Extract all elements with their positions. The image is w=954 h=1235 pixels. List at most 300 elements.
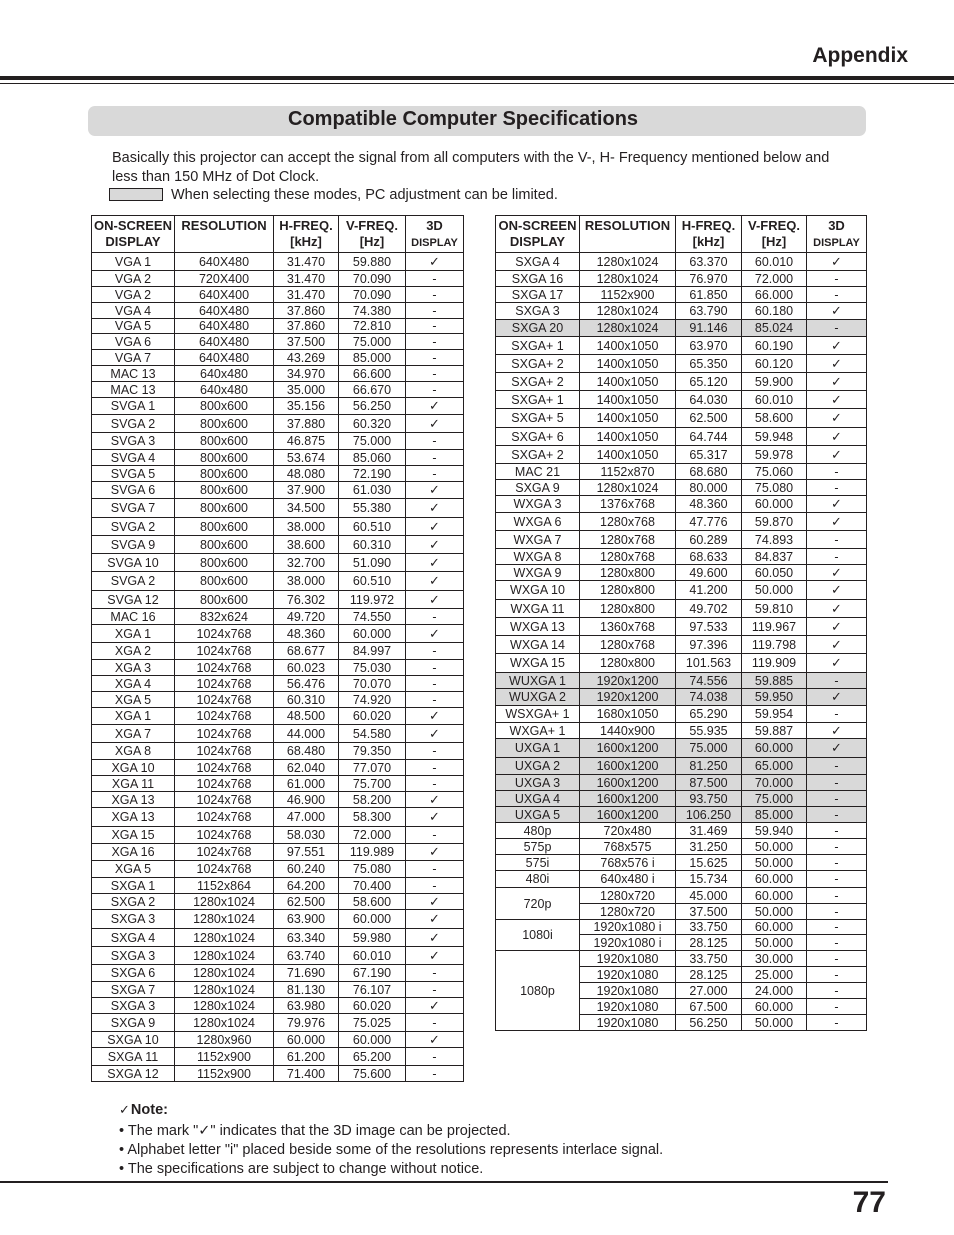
cell-resolution: 1400x1050 bbox=[580, 446, 676, 464]
cell-vfreq: 60.120 bbox=[742, 355, 807, 373]
cell-display: SVGA 7 bbox=[92, 499, 175, 518]
cell-resolution: 800x600 bbox=[175, 591, 274, 609]
cell-resolution: 640X480 bbox=[175, 303, 274, 319]
cell-vfreq: 60.510 bbox=[339, 518, 406, 536]
cell-3d: - bbox=[807, 271, 867, 287]
cell-display: VGA 6 bbox=[92, 334, 175, 350]
cell-hfreq: 58.030 bbox=[274, 827, 339, 844]
table-row bbox=[92, 878, 464, 894]
table-row bbox=[496, 287, 867, 303]
header-rule-thick bbox=[0, 76, 954, 80]
table-row bbox=[92, 725, 464, 743]
cell-3d: ✓ bbox=[406, 792, 464, 808]
table-row bbox=[496, 654, 867, 673]
table-row bbox=[496, 636, 867, 654]
cell-resolution: 1024x768 bbox=[175, 792, 274, 808]
cell-3d: - bbox=[807, 287, 867, 303]
table-row bbox=[92, 1032, 464, 1048]
col-header-vfreq: V-FREQ. [Hz] bbox=[742, 216, 807, 253]
cell-hfreq: 64.030 bbox=[676, 391, 742, 409]
page-title: Compatible Computer Specifications bbox=[288, 108, 639, 130]
cell-vfreq: 75.000 bbox=[339, 433, 406, 450]
cell-resolution: 800x600 bbox=[175, 398, 274, 415]
note-heading: ✓Note: bbox=[119, 1102, 168, 1118]
cell-resolution: 1400x1050 bbox=[580, 409, 676, 428]
cell-resolution: 1152x900 bbox=[175, 1048, 274, 1066]
table-row bbox=[496, 689, 867, 706]
cell-display: SXGA+ 2 bbox=[496, 355, 580, 373]
cell-display: WXGA+ 1 bbox=[496, 723, 580, 739]
cell-3d: - bbox=[807, 673, 867, 689]
cell-vfreq: 77.070 bbox=[339, 760, 406, 776]
cell-hfreq: 60.240 bbox=[274, 861, 339, 878]
cell-3d: ✓ bbox=[406, 910, 464, 929]
cell-resolution: 832x624 bbox=[175, 609, 274, 625]
cell-3d: ✓ bbox=[406, 591, 464, 609]
cell-resolution: 720x480 bbox=[580, 823, 676, 839]
cell-resolution: 1280x1024 bbox=[580, 303, 676, 320]
cell-display: SXGA 17 bbox=[496, 287, 580, 303]
cell-display: MAC 13 bbox=[92, 382, 175, 398]
cell-vfreq: 74.893 bbox=[742, 531, 807, 549]
cell-vfreq: 75.080 bbox=[339, 861, 406, 878]
cell-display: SXGA 16 bbox=[496, 271, 580, 287]
cell-display: SXGA 20 bbox=[496, 320, 580, 337]
cell-resolution: 1280x720 bbox=[580, 904, 676, 920]
cell-3d: - bbox=[406, 433, 464, 450]
cell-3d: ✓ bbox=[406, 625, 464, 643]
cell-3d: ✓ bbox=[406, 894, 464, 910]
cell-vfreq: 50.000 bbox=[742, 935, 807, 951]
table-row bbox=[496, 303, 867, 320]
cell-display: SXGA+ 2 bbox=[496, 373, 580, 391]
cell-3d: ✓ bbox=[807, 565, 867, 581]
cell-vfreq: 72.810 bbox=[339, 319, 406, 334]
cell-hfreq: 74.038 bbox=[676, 689, 742, 706]
cell-display: WXGA 9 bbox=[496, 565, 580, 581]
cell-3d: ✓ bbox=[807, 513, 867, 531]
cell-resolution: 1280x1024 bbox=[175, 929, 274, 947]
cell-vfreq: 59.880 bbox=[339, 253, 406, 271]
cell-3d: - bbox=[406, 692, 464, 708]
cell-resolution: 1024x768 bbox=[175, 725, 274, 743]
cell-display: SXGA+ 5 bbox=[496, 409, 580, 428]
cell-3d: - bbox=[807, 888, 867, 904]
cell-vfreq: 60.020 bbox=[339, 708, 406, 725]
cell-3d: - bbox=[406, 878, 464, 894]
table-row bbox=[496, 253, 867, 271]
cell-display: XGA 15 bbox=[92, 827, 175, 844]
cell-resolution: 800x600 bbox=[175, 450, 274, 466]
cell-3d: - bbox=[807, 951, 867, 967]
spec-table-right bbox=[495, 215, 867, 1031]
cell-hfreq: 31.470 bbox=[274, 253, 339, 271]
cell-hfreq: 60.000 bbox=[274, 1032, 339, 1048]
cell-hfreq: 65.290 bbox=[676, 706, 742, 723]
cell-vfreq: 59.810 bbox=[742, 600, 807, 618]
cell-hfreq: 38.000 bbox=[274, 518, 339, 536]
cell-hfreq: 67.500 bbox=[676, 999, 742, 1015]
cell-resolution: 1024x768 bbox=[175, 625, 274, 643]
table-row bbox=[496, 355, 867, 373]
table-row bbox=[92, 499, 464, 518]
table-row bbox=[496, 373, 867, 391]
cell-vfreq: 119.967 bbox=[742, 618, 807, 636]
table-row bbox=[92, 398, 464, 415]
table-row bbox=[496, 549, 867, 565]
cell-3d: - bbox=[406, 1014, 464, 1032]
cell-resolution: 1920x1200 bbox=[580, 689, 676, 706]
cell-vfreq: 50.000 bbox=[742, 839, 807, 855]
cell-resolution: 1360x768 bbox=[580, 618, 676, 636]
cell-hfreq: 62.500 bbox=[676, 409, 742, 428]
cell-display: 575p bbox=[496, 839, 580, 855]
cell-display: XGA 13 bbox=[92, 808, 175, 827]
table-row bbox=[496, 391, 867, 409]
cell-resolution: 800x600 bbox=[175, 466, 274, 482]
cell-display: WSXGA+ 1 bbox=[496, 706, 580, 723]
cell-hfreq: 68.677 bbox=[274, 643, 339, 660]
cell-vfreq: 76.107 bbox=[339, 982, 406, 998]
cell-resolution: 1280x800 bbox=[580, 654, 676, 673]
cell-3d: ✓ bbox=[807, 409, 867, 428]
cell-3d: - bbox=[406, 743, 464, 760]
cell-vfreq: 61.030 bbox=[339, 482, 406, 499]
cell-hfreq: 97.551 bbox=[274, 844, 339, 861]
cell-hfreq: 63.980 bbox=[274, 998, 339, 1014]
notes-section bbox=[119, 1100, 663, 1179]
table-row bbox=[92, 319, 464, 334]
intro-paragraph: Basically this projector can accept the signal from all computers with the V-, H- Frequency mentioned below and less than 150 MHz of Dot Clock. bbox=[112, 150, 830, 185]
cell-hfreq: 65.120 bbox=[676, 373, 742, 391]
table-row bbox=[496, 480, 867, 496]
cell-resolution: 1280x1024 bbox=[175, 1014, 274, 1032]
cell-resolution: 1600x1200 bbox=[580, 807, 676, 823]
cell-3d: - bbox=[807, 999, 867, 1015]
col-header-display: ON-SCREEN DISPLAY bbox=[496, 216, 580, 253]
cell-3d: - bbox=[406, 334, 464, 350]
cell-3d: ✓ bbox=[406, 398, 464, 415]
table-row bbox=[92, 572, 464, 591]
cell-vfreq: 54.580 bbox=[339, 725, 406, 743]
cell-vfreq: 67.190 bbox=[339, 965, 406, 982]
cell-hfreq: 87.500 bbox=[676, 775, 742, 791]
cell-hfreq: 106.250 bbox=[676, 807, 742, 823]
cell-3d: ✓ bbox=[406, 929, 464, 947]
cell-display: XGA 3 bbox=[92, 660, 175, 676]
cell-3d: - bbox=[807, 855, 867, 871]
col-header-3d: 3D DISPLAY bbox=[406, 216, 464, 253]
cell-display: 1080p bbox=[496, 951, 580, 1031]
cell-3d: - bbox=[406, 466, 464, 482]
table-row bbox=[92, 350, 464, 366]
cell-resolution: 1400x1050 bbox=[580, 391, 676, 409]
cell-3d: - bbox=[807, 791, 867, 807]
cell-display: SXGA 11 bbox=[92, 1048, 175, 1066]
cell-3d: - bbox=[807, 807, 867, 823]
cell-resolution: 800x600 bbox=[175, 554, 274, 572]
cell-3d: ✓ bbox=[406, 708, 464, 725]
table-row bbox=[92, 743, 464, 760]
cell-resolution: 1280x1024 bbox=[175, 910, 274, 929]
cell-hfreq: 65.317 bbox=[676, 446, 742, 464]
table-row bbox=[496, 320, 867, 337]
cell-3d: ✓ bbox=[406, 1032, 464, 1048]
cell-hfreq: 60.289 bbox=[676, 531, 742, 549]
cell-hfreq: 62.040 bbox=[274, 760, 339, 776]
table-row bbox=[92, 776, 464, 792]
cell-3d: - bbox=[406, 660, 464, 676]
cell-vfreq: 60.000 bbox=[339, 910, 406, 929]
cell-vfreq: 59.870 bbox=[742, 513, 807, 531]
cell-vfreq: 70.000 bbox=[742, 775, 807, 791]
cell-hfreq: 56.476 bbox=[274, 676, 339, 692]
cell-vfreq: 59.940 bbox=[742, 823, 807, 839]
cell-3d: - bbox=[807, 1015, 867, 1031]
legend bbox=[109, 186, 558, 204]
cell-hfreq: 74.556 bbox=[676, 673, 742, 689]
cell-resolution: 1400x1050 bbox=[580, 373, 676, 391]
cell-3d: ✓ bbox=[406, 808, 464, 827]
cell-resolution: 1024x768 bbox=[175, 776, 274, 792]
cell-vfreq: 85.024 bbox=[742, 320, 807, 337]
cell-3d: - bbox=[406, 319, 464, 334]
table-row bbox=[92, 382, 464, 398]
cell-3d: ✓ bbox=[807, 373, 867, 391]
cell-resolution: 800x600 bbox=[175, 433, 274, 450]
cell-vfreq: 25.000 bbox=[742, 967, 807, 983]
cell-display: WUXGA 2 bbox=[496, 689, 580, 706]
cell-vfreq: 66.600 bbox=[339, 366, 406, 382]
cell-hfreq: 68.633 bbox=[676, 549, 742, 565]
cell-vfreq: 50.000 bbox=[742, 904, 807, 920]
cell-display: UXGA 1 bbox=[496, 739, 580, 758]
cell-vfreq: 60.000 bbox=[742, 920, 807, 935]
cell-hfreq: 97.396 bbox=[676, 636, 742, 654]
cell-vfreq: 59.980 bbox=[339, 929, 406, 947]
table-row bbox=[496, 739, 867, 758]
cell-3d: - bbox=[807, 706, 867, 723]
cell-resolution: 800x600 bbox=[175, 482, 274, 499]
note-item: • Alphabet letter "i" placed beside some of the resolutions represents interlace signal. bbox=[119, 1142, 664, 1158]
cell-hfreq: 62.500 bbox=[274, 894, 339, 910]
cell-vfreq: 66.670 bbox=[339, 382, 406, 398]
cell-vfreq: 60.000 bbox=[742, 739, 807, 758]
cell-resolution: 1280x1024 bbox=[580, 320, 676, 337]
cell-display: WXGA 10 bbox=[496, 581, 580, 600]
cell-hfreq: 34.500 bbox=[274, 499, 339, 518]
cell-resolution: 1920x1080 bbox=[580, 1015, 676, 1031]
col-header-vfreq: V-FREQ. [Hz] bbox=[339, 216, 406, 253]
cell-vfreq: 59.948 bbox=[742, 428, 807, 446]
cell-3d: ✓ bbox=[807, 428, 867, 446]
cell-vfreq: 24.000 bbox=[742, 983, 807, 999]
cell-vfreq: 70.090 bbox=[339, 287, 406, 303]
cell-vfreq: 74.380 bbox=[339, 303, 406, 319]
cell-resolution: 1152x900 bbox=[580, 287, 676, 303]
col-header-display: ON-SCREEN DISPLAY bbox=[92, 216, 175, 253]
cell-3d: ✓ bbox=[807, 654, 867, 673]
cell-3d: - bbox=[807, 983, 867, 999]
cell-resolution: 1280x800 bbox=[580, 600, 676, 618]
cell-display: WXGA 14 bbox=[496, 636, 580, 654]
cell-vfreq: 75.080 bbox=[742, 480, 807, 496]
cell-3d: ✓ bbox=[406, 725, 464, 743]
cell-3d: - bbox=[406, 965, 464, 982]
table-row bbox=[496, 855, 867, 871]
cell-display: VGA 2 bbox=[92, 287, 175, 303]
table-row bbox=[496, 723, 867, 739]
cell-display: XGA 7 bbox=[92, 725, 175, 743]
cell-3d: - bbox=[807, 320, 867, 337]
cell-hfreq: 68.680 bbox=[676, 464, 742, 480]
table-row bbox=[92, 287, 464, 303]
table-row bbox=[92, 609, 464, 625]
table-row bbox=[496, 951, 867, 967]
cell-vfreq: 65.000 bbox=[742, 758, 807, 775]
cell-3d: ✓ bbox=[807, 723, 867, 739]
footer-rule bbox=[0, 1181, 888, 1183]
cell-resolution: 1280x1024 bbox=[175, 998, 274, 1014]
cell-hfreq: 44.000 bbox=[274, 725, 339, 743]
cell-display: SXGA 10 bbox=[92, 1032, 175, 1048]
legend-text: When selecting these modes, PC adjustment can be limited. bbox=[171, 187, 558, 203]
cell-display: XGA 8 bbox=[92, 743, 175, 760]
table-row bbox=[496, 565, 867, 581]
cell-3d: ✓ bbox=[807, 337, 867, 355]
cell-hfreq: 48.360 bbox=[274, 625, 339, 643]
cell-hfreq: 48.360 bbox=[676, 496, 742, 513]
cell-resolution: 640X480 bbox=[175, 319, 274, 334]
cell-vfreq: 85.000 bbox=[339, 350, 406, 366]
col-header-hfreq: H-FREQ. [kHz] bbox=[676, 216, 742, 253]
table-row bbox=[92, 947, 464, 965]
cell-resolution: 640X480 bbox=[175, 350, 274, 366]
cell-3d: ✓ bbox=[406, 536, 464, 554]
cell-3d: - bbox=[807, 871, 867, 888]
cell-vfreq: 75.060 bbox=[742, 464, 807, 480]
cell-vfreq: 75.025 bbox=[339, 1014, 406, 1032]
cell-vfreq: 66.000 bbox=[742, 287, 807, 303]
section-header-title: Appendix bbox=[812, 44, 908, 67]
cell-hfreq: 63.740 bbox=[274, 947, 339, 965]
cell-resolution: 1024x768 bbox=[175, 643, 274, 660]
cell-display: 480i bbox=[496, 871, 580, 888]
cell-hfreq: 61.000 bbox=[274, 776, 339, 792]
cell-vfreq: 79.350 bbox=[339, 743, 406, 760]
table-row bbox=[496, 791, 867, 807]
cell-hfreq: 49.720 bbox=[274, 609, 339, 625]
cell-3d: - bbox=[406, 643, 464, 660]
cell-hfreq: 46.900 bbox=[274, 792, 339, 808]
table-row bbox=[92, 1066, 464, 1082]
cell-display: SVGA 10 bbox=[92, 554, 175, 572]
cell-resolution: 1920x1080 bbox=[580, 999, 676, 1015]
spec-table-left bbox=[91, 215, 464, 1082]
cell-3d: ✓ bbox=[406, 572, 464, 591]
cell-resolution: 720X400 bbox=[175, 271, 274, 287]
cell-resolution: 1376x768 bbox=[580, 496, 676, 513]
table-row bbox=[496, 920, 867, 935]
cell-3d: - bbox=[807, 935, 867, 951]
cell-display: 480p bbox=[496, 823, 580, 839]
cell-display: SXGA+ 1 bbox=[496, 337, 580, 355]
cell-vfreq: 75.600 bbox=[339, 1066, 406, 1082]
cell-display: SXGA 12 bbox=[92, 1066, 175, 1082]
cell-vfreq: 58.600 bbox=[742, 409, 807, 428]
cell-display: SXGA 9 bbox=[92, 1014, 175, 1032]
cell-resolution: 1280x768 bbox=[580, 513, 676, 531]
cell-hfreq: 32.700 bbox=[274, 554, 339, 572]
table-row bbox=[92, 466, 464, 482]
cell-vfreq: 60.510 bbox=[339, 572, 406, 591]
cell-vfreq: 119.909 bbox=[742, 654, 807, 673]
cell-hfreq: 80.000 bbox=[676, 480, 742, 496]
cell-vfreq: 59.885 bbox=[742, 673, 807, 689]
cell-vfreq: 60.000 bbox=[339, 625, 406, 643]
cell-display: SVGA 9 bbox=[92, 536, 175, 554]
table-row bbox=[496, 823, 867, 839]
cell-3d: - bbox=[406, 760, 464, 776]
table-row bbox=[496, 464, 867, 480]
cell-hfreq: 55.935 bbox=[676, 723, 742, 739]
cell-vfreq: 60.010 bbox=[742, 391, 807, 409]
cell-display: WXGA 3 bbox=[496, 496, 580, 513]
cell-vfreq: 60.000 bbox=[742, 871, 807, 888]
cell-hfreq: 31.470 bbox=[274, 287, 339, 303]
cell-vfreq: 60.000 bbox=[742, 496, 807, 513]
table-row bbox=[92, 625, 464, 643]
cell-display: WXGA 6 bbox=[496, 513, 580, 531]
cell-display: SXGA 7 bbox=[92, 982, 175, 998]
table-row bbox=[92, 253, 464, 271]
cell-display: UXGA 5 bbox=[496, 807, 580, 823]
cell-resolution: 1600x1200 bbox=[580, 758, 676, 775]
cell-3d: ✓ bbox=[406, 415, 464, 433]
cell-display: MAC 21 bbox=[496, 464, 580, 480]
cell-3d: - bbox=[406, 1048, 464, 1066]
table-row bbox=[496, 775, 867, 791]
cell-resolution: 640X480 bbox=[175, 334, 274, 350]
cell-hfreq: 37.500 bbox=[676, 904, 742, 920]
cell-display: SVGA 2 bbox=[92, 518, 175, 536]
cell-3d: ✓ bbox=[406, 482, 464, 499]
cell-3d: ✓ bbox=[807, 689, 867, 706]
cell-display: WUXGA 1 bbox=[496, 673, 580, 689]
cell-vfreq: 55.380 bbox=[339, 499, 406, 518]
cell-3d: ✓ bbox=[807, 496, 867, 513]
cell-resolution: 1280x800 bbox=[580, 581, 676, 600]
cell-3d: - bbox=[406, 303, 464, 319]
cell-hfreq: 28.125 bbox=[676, 967, 742, 983]
cell-display: UXGA 3 bbox=[496, 775, 580, 791]
table-row bbox=[92, 554, 464, 572]
cell-hfreq: 71.400 bbox=[274, 1066, 339, 1082]
cell-hfreq: 31.469 bbox=[676, 823, 742, 839]
cell-resolution: 1280x1024 bbox=[175, 947, 274, 965]
table-row bbox=[496, 888, 867, 904]
table-row bbox=[92, 708, 464, 725]
cell-hfreq: 97.533 bbox=[676, 618, 742, 636]
cell-vfreq: 59.978 bbox=[742, 446, 807, 464]
table-row bbox=[496, 428, 867, 446]
table-row bbox=[92, 760, 464, 776]
table-row bbox=[92, 518, 464, 536]
cell-3d: ✓ bbox=[807, 581, 867, 600]
cell-vfreq: 60.050 bbox=[742, 565, 807, 581]
cell-vfreq: 72.000 bbox=[742, 271, 807, 287]
cell-hfreq: 38.600 bbox=[274, 536, 339, 554]
